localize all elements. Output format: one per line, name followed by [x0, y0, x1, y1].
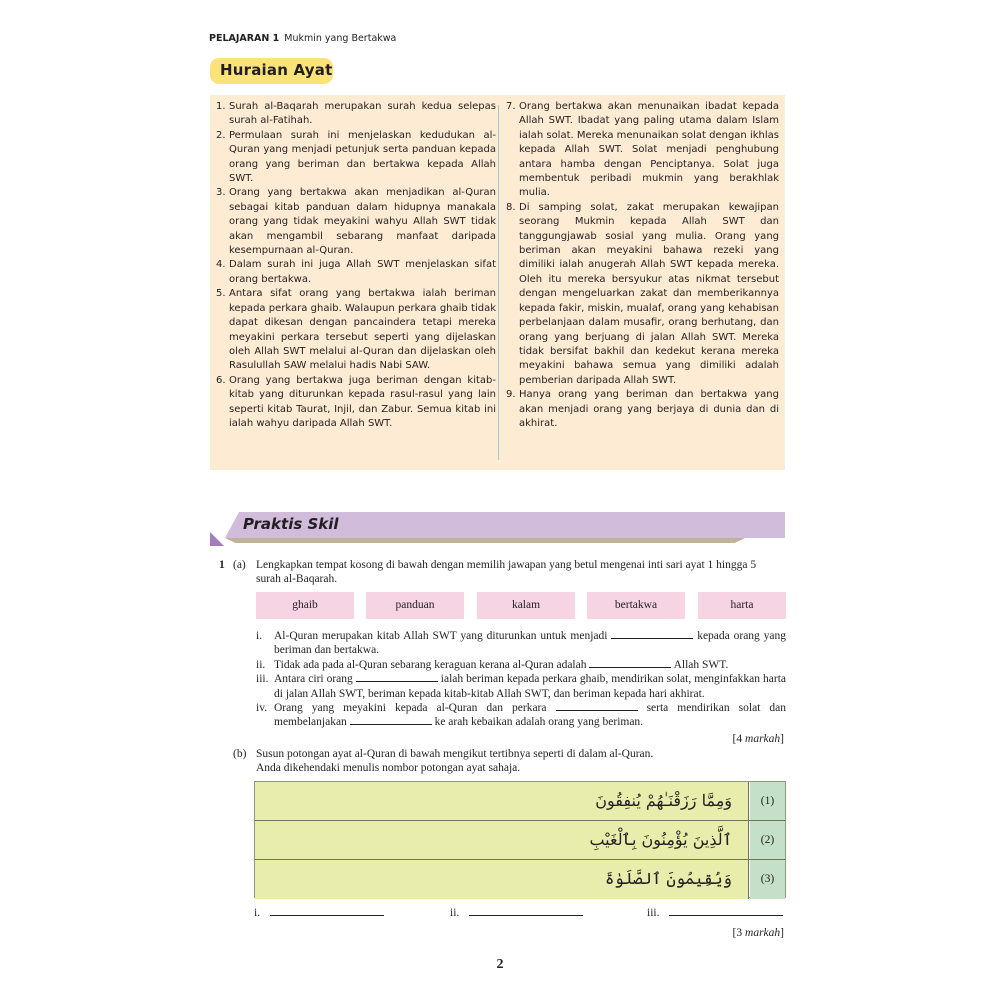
- item-text: Orang bertakwa akan menunaikan ibadat kepada Allah SWT. Ibadat yang paling utama dalam Islam ialah solat. Mereka menunaikan solat dengan ikhlas kepada Allah SWT. Solat menjadi penghubung antara hamba dengan Penciptanya. Solat juga membentuk peribadi mukmin yang berakhlak mulia.: [519, 101, 779, 199]
- text-after: ialah beriman kepada perkara ghaib, mendirikan solat, menginfakkan harta di jalan Allah SWT, beriman kepada kitab-kitab Allah SWT, dan beriman kepada hari akhirat.: [274, 673, 786, 700]
- fill-row: [256, 658, 786, 672]
- fill-row: [256, 672, 786, 701]
- item-text: Orang yang bertakwa juga beriman dengan kitab-kitab yang diturunkan kepada rasul-rasul yang lain seperti kitab Taurat, Injil, dan Zabur. Semua kitab ini ialah wahyu daripada Allah SWT.: [229, 374, 496, 429]
- part-a-label: (a): [233, 559, 246, 571]
- answer-blank[interactable]: [589, 658, 671, 668]
- huraian-item: [216, 129, 496, 187]
- answer-line-iii: [647, 906, 783, 919]
- answer-blank[interactable]: [669, 906, 783, 916]
- item-number: 6.: [216, 374, 226, 386]
- huraian-item: [216, 287, 496, 373]
- part-b-instruction-line2: Anda dikehendaki menulis nombor potongan ayat sahaja.: [256, 762, 521, 774]
- text-before: Al-Quran merupakan kitab Allah SWT yang diturunkan untuk menjadi: [274, 630, 608, 642]
- item-number: 4.: [216, 259, 226, 271]
- answer-label: i.: [254, 907, 261, 919]
- row-text: [274, 701, 786, 730]
- ayat-arabic-text: وَمِمَّا رَزَقْنَـٰهُمْ يُنفِقُونَ: [255, 782, 749, 820]
- row-number: i.: [256, 630, 263, 642]
- huraian-ayat-heading: Huraian Ayat: [210, 58, 333, 84]
- row-number: ii.: [256, 658, 266, 671]
- item-text: Surah al-Baqarah merupakan surah kedua selepas surah al-Fatihah.: [229, 101, 496, 127]
- answer-label: ii.: [450, 907, 460, 919]
- huraian-item: [506, 100, 779, 201]
- page-number: 2: [496, 957, 504, 972]
- order-answer-lines: [254, 906, 786, 922]
- ayat-table: [254, 781, 786, 898]
- lesson-number: PELAJARAN 1: [209, 33, 280, 44]
- fill-row: [256, 701, 786, 730]
- huraian-ayat-box: [210, 95, 785, 470]
- marks-word: markah: [745, 927, 781, 939]
- huraian-item: [506, 201, 779, 388]
- lesson-title: Mukmin yang Bertakwa: [284, 33, 397, 44]
- answer-blank[interactable]: [469, 906, 583, 916]
- part-a-instruction-line2: surah al-Baqarah.: [256, 573, 338, 585]
- part-a-instruction-line1: Lengkapkan tempat kosong di bawah dengan memilih jawapan yang betul mengenai inti sari ayat 1 hingga 5: [256, 559, 757, 571]
- text-before: Antara ciri orang: [274, 673, 353, 686]
- banner-shadow: [225, 538, 745, 543]
- row-text: [274, 658, 786, 672]
- row-number: iv.: [256, 702, 268, 715]
- part-b-marks: [3 markah]: [732, 927, 784, 939]
- ayat-row: [255, 860, 785, 899]
- item-text: Hanya orang yang beriman dan bertakwa yang akan menjadi orang yang berjaya di dunia dan di akhirat.: [519, 389, 779, 429]
- question-1-number: 1: [219, 559, 225, 571]
- answer-line-ii: [450, 906, 583, 919]
- huraian-item: [216, 100, 496, 129]
- choice-bertakwa: bertakwa: [587, 592, 685, 619]
- row-text: [274, 629, 786, 658]
- huraian-item: [216, 374, 496, 432]
- choice-harta: harta: [698, 592, 786, 619]
- part-b-label: (b): [233, 748, 247, 760]
- part-b-instruction-line1: Susun potongan ayat al-Quran di bawah mengikut tertibnya seperti di dalam al-Quran.: [256, 748, 654, 760]
- ayat-number: (2): [750, 821, 785, 859]
- answer-blank[interactable]: [270, 906, 384, 916]
- answer-blank[interactable]: [556, 701, 638, 711]
- question-number: [219, 558, 225, 572]
- answer-choices: [256, 592, 786, 619]
- text-after: kepada orang yang beriman dan bertakwa.: [274, 630, 787, 657]
- item-text: Permulaan surah ini menjelaskan kedudukan al-Quran yang menjadi petunjuk serta panduan kepada orang yang beriman dan bertakwa kepada Allah SWT.: [229, 129, 496, 185]
- ayat-row: [255, 821, 785, 860]
- huraian-left-column: [216, 100, 496, 431]
- banner-corner-decoration: [210, 532, 224, 546]
- ayat-number: (3): [750, 860, 785, 899]
- answer-blank[interactable]: [611, 629, 693, 639]
- item-number: 3.: [216, 187, 226, 199]
- ayat-arabic-text: وَيُقِيمُونَ ٱلصَّلَوٰةَ: [255, 860, 749, 899]
- choice-panduan: panduan: [366, 592, 464, 619]
- item-text: Orang yang bertakwa akan menjadikan al-Quran sebagai kitab panduan dalam hidupnya manakala orang yang tidak meyakini wahyu Allah SWT tidak akan mengambil sebarang manfaat daripada kesempurnaan al-Quran.: [229, 187, 496, 257]
- item-text: Antara sifat orang yang bertakwa ialah beriman kepada perkara ghaib. Walaupun perkara ghaib tidak dapat dikesan dengan pancaindera tetapi mereka meyakini perkara tersebut seperti yang dijelaskan oleh Allah SWT melalui al-Quran dan dijelaskan oleh Rasulullah SAW melalui hadis Nabi SAW.: [229, 288, 496, 372]
- huraian-item: [216, 258, 496, 287]
- running-head: [209, 33, 396, 44]
- answer-blank[interactable]: [350, 715, 432, 725]
- row-number: iii.: [256, 673, 269, 686]
- text-after: ke arah kebaikan adalah orang yang beriman.: [434, 716, 644, 729]
- item-number: 9.: [506, 389, 516, 401]
- praktis-skil-banner: [210, 512, 785, 547]
- part-a-marks: [4 markah]: [732, 733, 784, 745]
- text-before: Tidak ada pada al-Quran sebarang keraguan kerana al-Quran adalah: [274, 658, 587, 671]
- text-after: Allah SWT.: [673, 658, 729, 671]
- fill-in-statements: [256, 629, 786, 730]
- marks-number: 3: [736, 927, 743, 939]
- huraian-item: [216, 186, 496, 258]
- row-text: [274, 672, 786, 701]
- item-number: 5.: [216, 288, 226, 300]
- ayat-arabic-text: ٱلَّذِينَ يُؤْمِنُونَ بِٱلْغَيْبِ: [255, 821, 749, 859]
- item-text: Dalam surah ini juga Allah SWT menjelaskan sifat orang bertakwa.: [229, 259, 496, 285]
- ayat-number: (1): [750, 782, 785, 820]
- text-before: Orang yang meyakini kepada al-Quran dan perkara: [274, 702, 547, 715]
- huraian-item: [506, 388, 779, 431]
- column-divider: [498, 105, 499, 460]
- item-number: 2.: [216, 129, 226, 141]
- text-middle: serta mendirikan solat dan membelanjakan: [274, 702, 787, 729]
- answer-line-i: [254, 906, 384, 919]
- ayat-row: [255, 782, 785, 821]
- marks-number: 4: [736, 733, 743, 745]
- marks-word: markah: [745, 733, 781, 745]
- answer-blank[interactable]: [356, 672, 438, 682]
- huraian-right-column: [506, 100, 779, 431]
- choice-kalam: kalam: [477, 592, 575, 619]
- choice-ghaib: ghaib: [256, 592, 354, 619]
- item-number: 1.: [216, 101, 226, 112]
- praktis-skil-heading: Praktis Skil: [243, 515, 339, 533]
- item-number: 7.: [506, 101, 516, 112]
- fill-row: [256, 629, 786, 658]
- answer-label: iii.: [647, 907, 660, 919]
- item-number: 8.: [506, 201, 516, 213]
- item-text: Di samping solat, zakat merupakan kewajipan seorang Mukmin kepada Allah SWT dan tanggungjawab sosial yang mulia. Orang yang beriman akan meyakini bahawa rezeki yang dimiliki ialah anugerah Allah SWT kepada mereka. Oleh itu mereka bersyukur atas nikmat tersebut dengan mengeluarkan zakat dan memberikannya kepada fakir, miskin, mualaf, orang yang kehabisan perbelanjaan dalam musafir, orang berhutang, dan orang yang berjuang di jalan Allah SWT. Mereka tidak bersifat bakhil dan kedekut kerana mereka meyakini bahawa semua yang dimiliki adalah pemberian daripada Allah SWT.: [519, 201, 779, 386]
